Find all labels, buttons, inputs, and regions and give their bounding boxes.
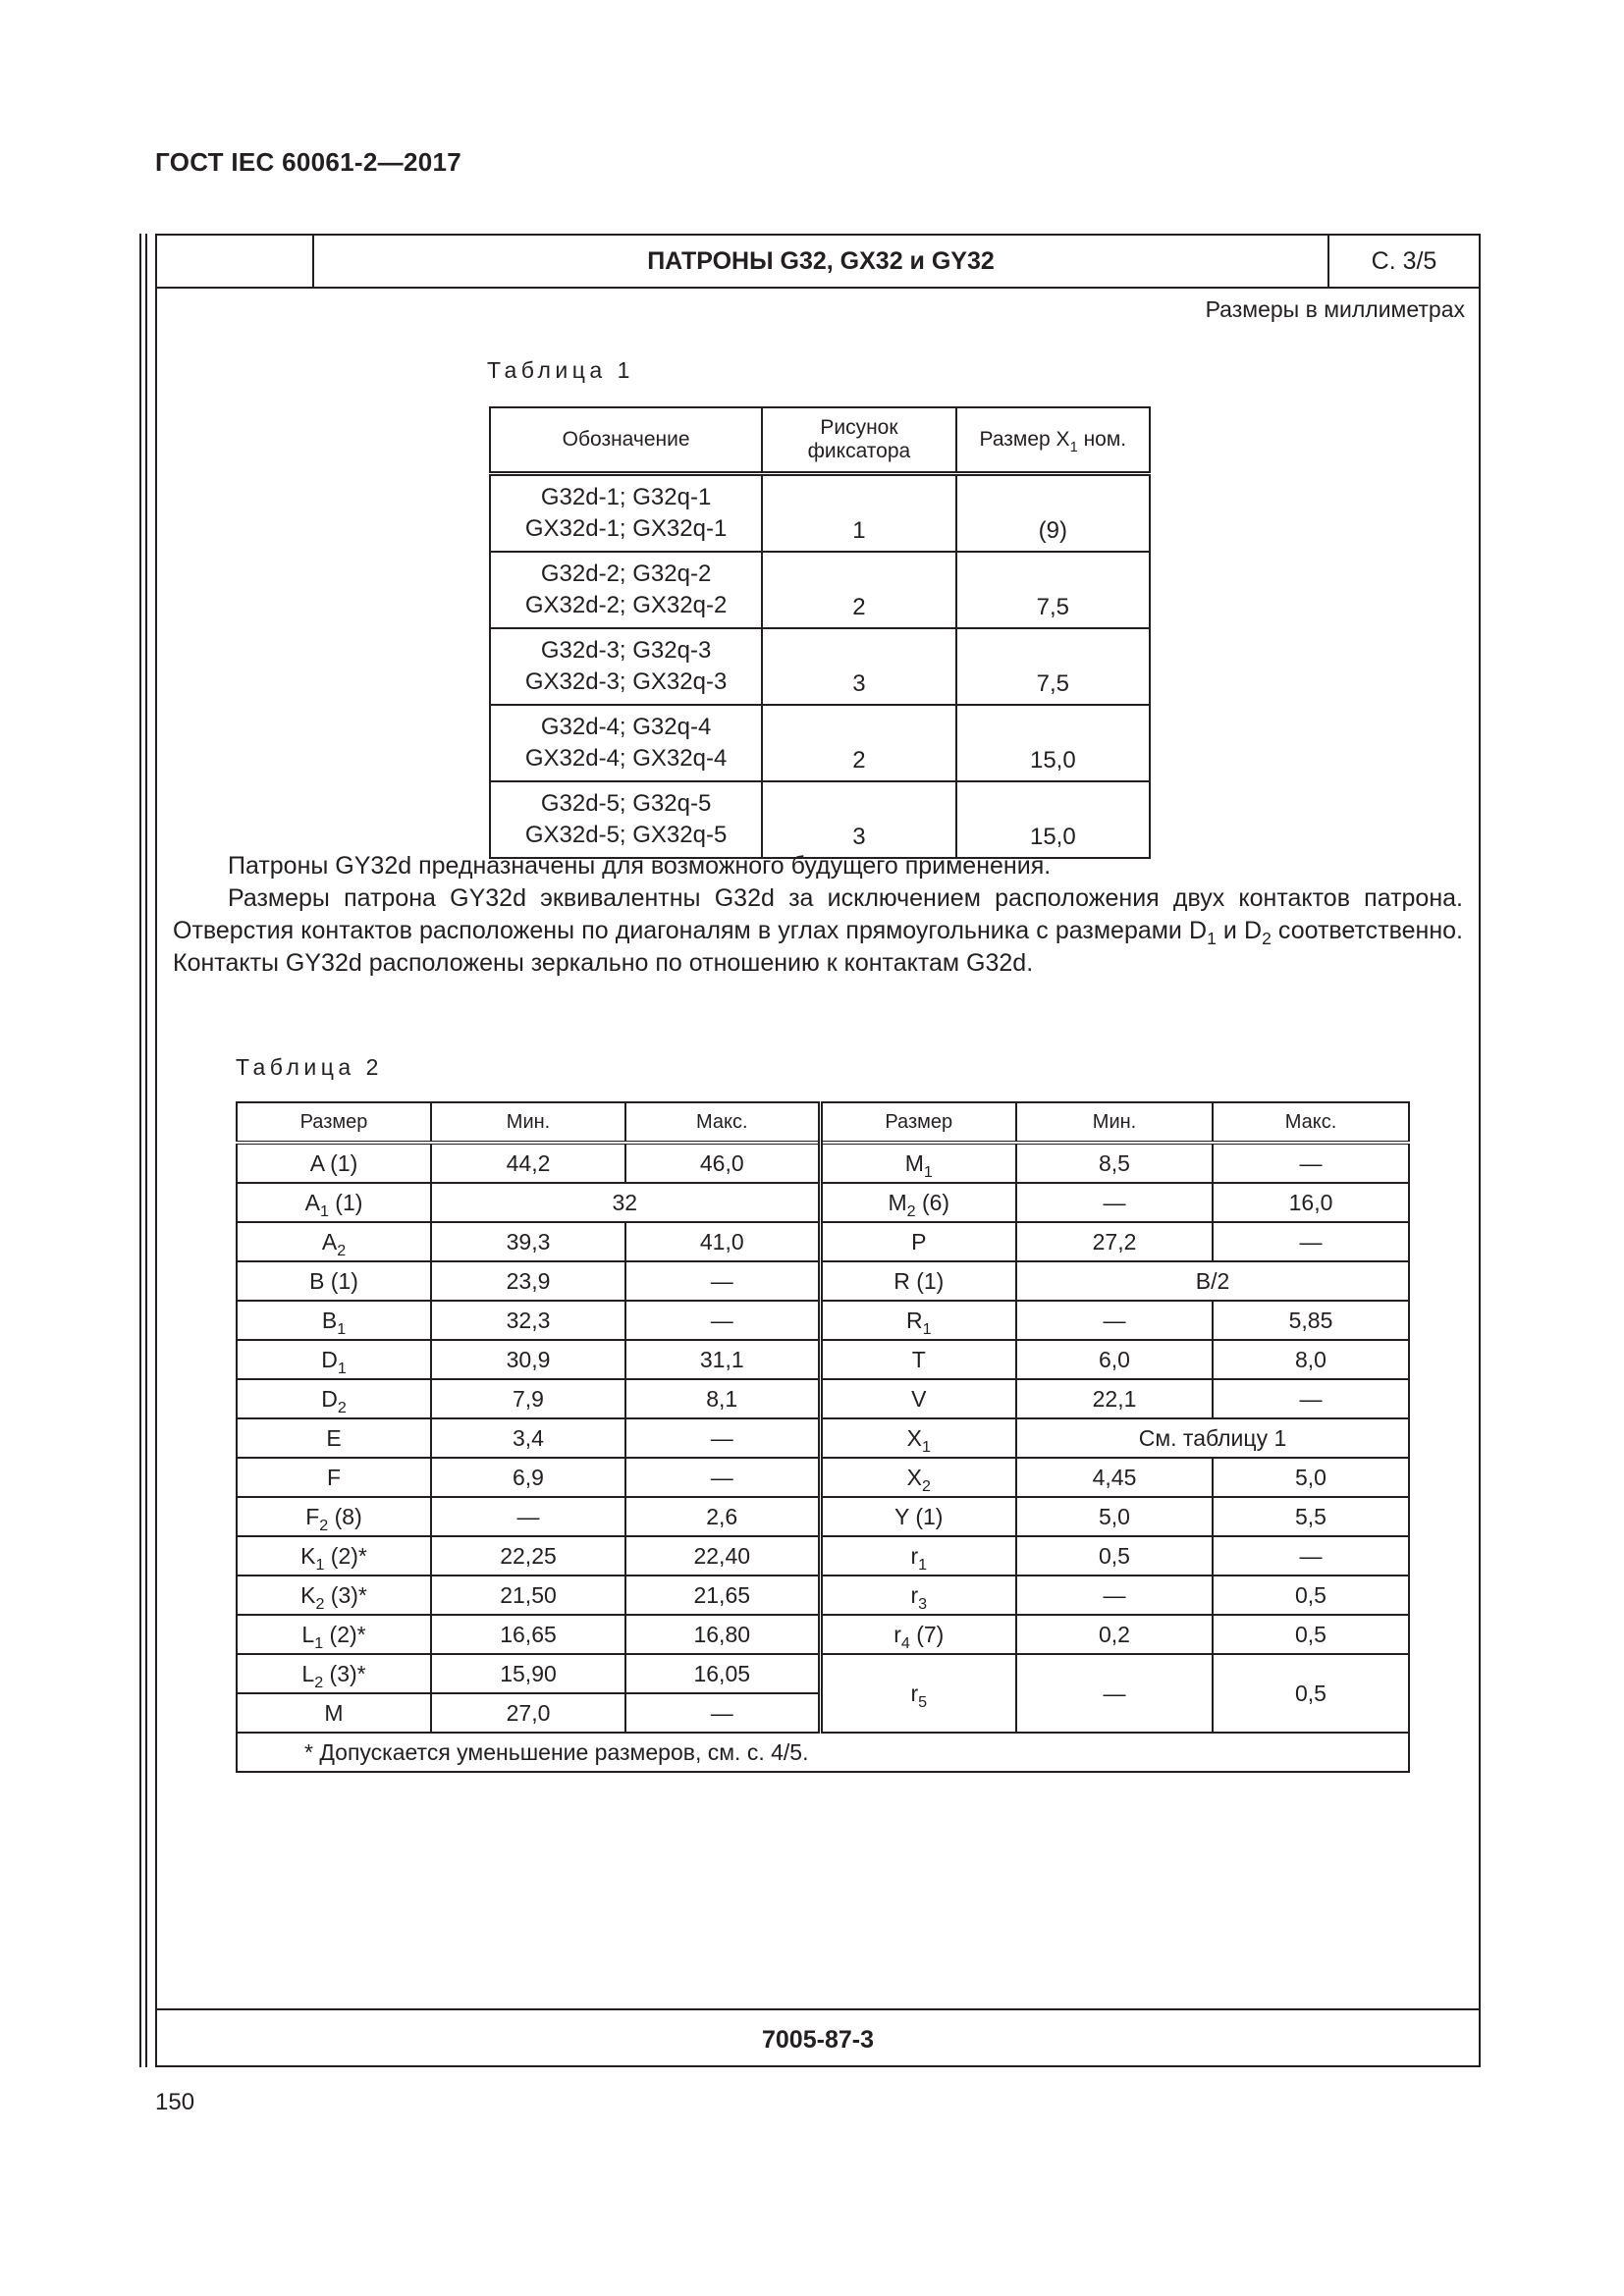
dimension-subscript: 1 (314, 1633, 324, 1652)
table2-dimension-name (820, 1143, 1016, 1183)
dimension-letter: Y (894, 1503, 909, 1529)
table2-max-value: 5,0 (1213, 1458, 1409, 1497)
table2-dimension-name (820, 1536, 1016, 1575)
table2-dimension-name (237, 1143, 431, 1183)
sheet-frame (155, 234, 1481, 2067)
table2-dimension-name (820, 1418, 1016, 1458)
table1-size-cell: 7,5 (956, 628, 1150, 705)
table1-figure-cell: 3 (762, 628, 955, 705)
table1-header-figure-line2: фиксатора (807, 440, 911, 462)
table1-designation-cell (490, 705, 762, 781)
table2-row (237, 1143, 1409, 1183)
dimension-letter: V (911, 1385, 927, 1412)
table2-max-value: — (1213, 1143, 1409, 1183)
dimension-letter: A (309, 1149, 324, 1176)
dimension-letter: A (321, 1228, 338, 1255)
dimension-letter: R (893, 1267, 910, 1294)
table2-dimension-name (237, 1693, 431, 1733)
table2-min-value: 39,3 (431, 1222, 625, 1261)
table2-dimension-name (237, 1615, 431, 1654)
table2-caption: Таблица 2 (236, 1054, 383, 1080)
table1-designation-cell (490, 781, 762, 858)
paragraph-2-part-b: и D (1216, 917, 1263, 944)
table2-dimension-name (237, 1497, 431, 1536)
table2-dimension-name (820, 1222, 1016, 1261)
table2-max-value: 31,1 (625, 1340, 820, 1379)
table2-min-value: 32,3 (431, 1301, 625, 1340)
table1-figure-cell: 3 (762, 781, 955, 858)
table2-header-cell: Мин. (1016, 1102, 1213, 1143)
dimension-subscript: 5 (918, 1692, 928, 1711)
table2-min-value: 21,50 (431, 1575, 625, 1615)
table2-header-cell: Мин. (431, 1102, 625, 1143)
table2-max-value: — (625, 1693, 820, 1733)
table2-min-value: 7,9 (431, 1379, 625, 1418)
table2-max-value: 0,5 (1213, 1575, 1409, 1615)
table2-dimension-name (237, 1654, 431, 1693)
table2-max-value: 16,0 (1213, 1183, 1409, 1222)
dimension-letter: r (910, 1542, 919, 1569)
sheet-page-ref: С. 3/5 (1371, 246, 1437, 275)
dimension-letter: L (301, 1660, 315, 1686)
table2-header-cell: Размер (820, 1102, 1016, 1143)
table1-header-row (490, 407, 1150, 474)
table1 (489, 406, 1151, 859)
table2-row (237, 1458, 1409, 1497)
table2-dimension-name (237, 1418, 431, 1458)
dimension-letter: R (905, 1307, 923, 1333)
dimension-note: (1) (908, 1503, 944, 1529)
dimension-subscript: 2 (319, 1516, 329, 1534)
table2-dimension-name (820, 1654, 1016, 1733)
table2-dimension-name (820, 1261, 1016, 1301)
table1-designation-line2: GX32d-3; GX32q-3 (524, 668, 728, 695)
table2-min-value: — (1016, 1301, 1213, 1340)
table2-row (237, 1301, 1409, 1340)
table2-max-value: 46,0 (625, 1143, 820, 1183)
dimension-subscript: 2 (314, 1673, 324, 1691)
table1-designation-line2: GX32d-1; GX32q-1 (524, 515, 728, 542)
dimension-subscript: 3 (918, 1594, 928, 1613)
table2-max-value: 16,05 (625, 1654, 820, 1693)
table2-min-value: 44,2 (431, 1143, 625, 1183)
dimension-letter: B (309, 1267, 325, 1294)
dimension-letter: E (326, 1424, 342, 1451)
dimension-note: (2)* (324, 1542, 367, 1569)
table1-designation-cell (490, 552, 762, 628)
dimension-letter: X (906, 1424, 922, 1451)
table2 (236, 1101, 1410, 1773)
dimension-letter: M (324, 1699, 344, 1726)
table1-row (490, 474, 1150, 553)
table2-max-value: 5,5 (1213, 1497, 1409, 1536)
units-note: Размеры в миллиметрах (1205, 296, 1465, 322)
dimension-note: (7) (909, 1621, 945, 1647)
table1-header-figure-line1: Рисунок (820, 416, 898, 439)
table2-min-value: — (1016, 1183, 1213, 1222)
footer-code: 7005-87-3 (157, 2008, 1479, 2069)
table2-min-value: 6,9 (431, 1458, 625, 1497)
dimension-letter: B (321, 1307, 338, 1333)
table2-max-value: 2,6 (625, 1497, 820, 1536)
table2-max-value: 0,5 (1213, 1615, 1409, 1654)
table2-header-cell: Макс. (1213, 1102, 1409, 1143)
dimension-letter: r (893, 1621, 901, 1647)
dimension-subscript: 1 (315, 1555, 325, 1574)
table2-max-value: 8,0 (1213, 1340, 1409, 1379)
paragraph-2-sub-1: 1 (1207, 929, 1217, 948)
table2-min-value: 23,9 (431, 1261, 625, 1301)
table1-designation-cell (490, 474, 762, 553)
table2-dimension-name (820, 1301, 1016, 1340)
table2-max-value: 0,5 (1213, 1654, 1409, 1733)
table2-span-value: 32 (431, 1183, 820, 1222)
table2-row (237, 1615, 1409, 1654)
dimension-note: (8) (328, 1503, 362, 1529)
table2-dimension-name (820, 1458, 1016, 1497)
table1-figure-cell: 2 (762, 705, 955, 781)
table2-dimension-name (820, 1183, 1016, 1222)
table2-row (237, 1418, 1409, 1458)
table1-row (490, 705, 1150, 781)
page-number: 150 (155, 2089, 195, 2115)
table1-designation-line2: GX32d-5; GX32q-5 (524, 822, 728, 848)
sheet-title-row (157, 236, 1479, 289)
table1-designation-line1: G32d-5; G32q-5 (540, 790, 712, 817)
table2-row (237, 1261, 1409, 1301)
table2-min-value: 0,5 (1016, 1536, 1213, 1575)
table2-dimension-name (237, 1458, 431, 1497)
dimension-subscript: 1 (918, 1555, 928, 1574)
dimension-subscript: 1 (923, 1162, 933, 1181)
table1-designation-line1: G32d-2; G32q-2 (540, 561, 712, 587)
table2-row (237, 1183, 1409, 1222)
table2-row (237, 1340, 1409, 1379)
table2-max-value: — (1213, 1222, 1409, 1261)
dimension-note: (1) (323, 1149, 358, 1176)
table2-max-value: — (625, 1418, 820, 1458)
table2-min-value: 3,4 (431, 1418, 625, 1458)
dimension-note: (6) (915, 1189, 950, 1215)
table2-header-row (237, 1102, 1409, 1143)
dimension-letter: D (321, 1346, 338, 1372)
dimension-subscript: 1 (337, 1359, 347, 1377)
dimension-letter: T (911, 1346, 926, 1372)
dimension-subscript: 2 (337, 1398, 347, 1416)
table2-dimension-name (237, 1340, 431, 1379)
dimension-letter: M (888, 1189, 907, 1215)
table2-dimension-name (820, 1615, 1016, 1654)
paragraph-1: Патроны GY32d предназначены для возможного будущего применения. (228, 852, 1052, 880)
dimension-letter: F (326, 1464, 342, 1490)
table2-span-value: B/2 (1016, 1261, 1409, 1301)
dimension-note: (1) (909, 1267, 945, 1294)
table1-row (490, 781, 1150, 858)
dimension-letter: X (906, 1464, 922, 1490)
table1-designation-line1: G32d-3; G32q-3 (540, 637, 712, 664)
dimension-letter: r (910, 1581, 919, 1608)
table2-max-value: — (625, 1301, 820, 1340)
dimension-letter: F (305, 1503, 320, 1529)
table2-min-value: 6,0 (1016, 1340, 1213, 1379)
table2-dimension-name (820, 1340, 1016, 1379)
table1-header-designation: Обозначение (490, 407, 762, 474)
table1-designation-cell (490, 628, 762, 705)
dimension-subscript: 1 (319, 1201, 329, 1220)
paragraph-2-part-c: соответственно. Контакты GY32d расположены зеркально по отношению к контактам G32d. (173, 917, 1463, 977)
table2-max-value: — (625, 1458, 820, 1497)
dimension-letter: D (321, 1385, 338, 1412)
dimension-letter: M (904, 1149, 924, 1176)
dimension-letter: L (301, 1621, 315, 1647)
dimension-subscript: 4 (900, 1633, 910, 1652)
table2-min-value: — (431, 1497, 625, 1536)
dimension-note: (2)* (323, 1621, 366, 1647)
table2-max-value: — (1213, 1379, 1409, 1418)
dimension-subscript: 2 (315, 1594, 325, 1613)
dimension-letter: P (911, 1228, 927, 1255)
table1-designation-line2: GX32d-4; GX32q-4 (524, 745, 728, 772)
table2-dimension-name (237, 1183, 431, 1222)
table2-max-value: 22,40 (625, 1536, 820, 1575)
table2-max-value: 41,0 (625, 1222, 820, 1261)
table2-footnote: * Допускается уменьшение размеров, см. с. 4/5. (237, 1733, 1409, 1772)
table2-min-value: — (1016, 1654, 1213, 1733)
table2-row (237, 1575, 1409, 1615)
table1-designation-line1: G32d-4; G32q-4 (540, 714, 712, 740)
table1-header-size-label: Размер X (979, 428, 1070, 451)
table1-figure-cell: 2 (762, 552, 955, 628)
table2-row (237, 1222, 1409, 1261)
table2-dimension-name (237, 1222, 431, 1261)
table2-row (237, 1536, 1409, 1575)
paragraph-2-part-a: Размеры патрона GY32d эквивалентны G32d за исключением расположения двух контактов патрона. Отверстия контактов расположены по диагоналям в углах прямоугольника с размерами D (173, 884, 1463, 944)
table2-min-value: 22,25 (431, 1536, 625, 1575)
table2-min-value: 4,45 (1016, 1458, 1213, 1497)
paragraph-2-sub-2: 2 (1262, 929, 1272, 948)
table2-dimension-name (237, 1379, 431, 1418)
dimension-note: (1) (324, 1267, 358, 1294)
sheet-title: ПАТРОНЫ G32, GX32 и GY32 (314, 236, 1329, 287)
table2-row (237, 1379, 1409, 1418)
table2-header-cell: Размер (237, 1102, 431, 1143)
table2-min-value: 22,1 (1016, 1379, 1213, 1418)
dimension-subscript: 1 (921, 1437, 931, 1456)
paragraph-2 (173, 882, 1463, 980)
table1-size-cell: 15,0 (956, 781, 1150, 858)
table2-row (237, 1654, 1409, 1693)
table2-row (237, 1497, 1409, 1536)
table2-max-value: — (1213, 1536, 1409, 1575)
table2-min-value: 16,65 (431, 1615, 625, 1654)
table2-dimension-name (237, 1301, 431, 1340)
table2-span-value: См. таблицу 1 (1016, 1418, 1409, 1458)
dimension-subscript: 1 (922, 1319, 932, 1338)
table2-max-value: 21,65 (625, 1575, 820, 1615)
dimension-subscript: 1 (337, 1319, 347, 1338)
document-header: ГОСТ IEC 60061-2—2017 (155, 147, 461, 177)
table2-header-cell: Макс. (625, 1102, 820, 1143)
table2-min-value: 27,0 (431, 1693, 625, 1733)
table1-designation-line2: GX32d-2; GX32q-2 (524, 592, 728, 618)
left-margin-bar (139, 234, 153, 2067)
table1-header-figure (762, 407, 955, 474)
dimension-note: (3)* (324, 1581, 367, 1608)
table1-size-cell: 15,0 (956, 705, 1150, 781)
dimension-letter: K (300, 1542, 316, 1569)
table2-max-value: — (625, 1261, 820, 1301)
table1-header-size-suffix: ном. (1077, 428, 1127, 451)
dimension-note: (1) (328, 1189, 363, 1215)
table1-size-cell: (9) (956, 474, 1150, 553)
table2-dimension-name (820, 1497, 1016, 1536)
table2-dimension-name (820, 1379, 1016, 1418)
title-empty-cell (157, 236, 314, 287)
table1-designation-line1: G32d-1; G32q-1 (540, 484, 712, 510)
dimension-letter: K (300, 1581, 316, 1608)
table2-min-value: 27,2 (1016, 1222, 1213, 1261)
table1-header-size-sub: 1 (1069, 440, 1078, 455)
table2-dimension-name (237, 1536, 431, 1575)
table1-figure-cell: 1 (762, 474, 955, 553)
table2-max-value: 16,80 (625, 1615, 820, 1654)
table2-min-value: 8,5 (1016, 1143, 1213, 1183)
dimension-subscript: 2 (337, 1241, 347, 1259)
table2-max-value: 5,85 (1213, 1301, 1409, 1340)
table2-max-value: 8,1 (625, 1379, 820, 1418)
table2-min-value: 5,0 (1016, 1497, 1213, 1536)
table2-min-value: 30,9 (431, 1340, 625, 1379)
dimension-note: (3)* (323, 1660, 366, 1686)
table2-min-value: — (1016, 1575, 1213, 1615)
table2-min-value: 0,2 (1016, 1615, 1213, 1654)
table1-size-cell: 7,5 (956, 552, 1150, 628)
body-text (173, 850, 1463, 980)
table1-header-size (956, 407, 1150, 474)
table1-caption: Таблица 1 (487, 357, 634, 383)
table1-row (490, 552, 1150, 628)
table2-dimension-name (237, 1261, 431, 1301)
table2-footnote-row (237, 1733, 1409, 1772)
table2-dimension-name (820, 1575, 1016, 1615)
dimension-subscript: 2 (906, 1201, 916, 1220)
table2-min-value: 15,90 (431, 1654, 625, 1693)
table1-row (490, 628, 1150, 705)
dimension-letter: A (304, 1189, 320, 1215)
dimension-subscript: 2 (921, 1476, 931, 1495)
dimension-letter: r (910, 1680, 919, 1706)
table2-dimension-name (237, 1575, 431, 1615)
